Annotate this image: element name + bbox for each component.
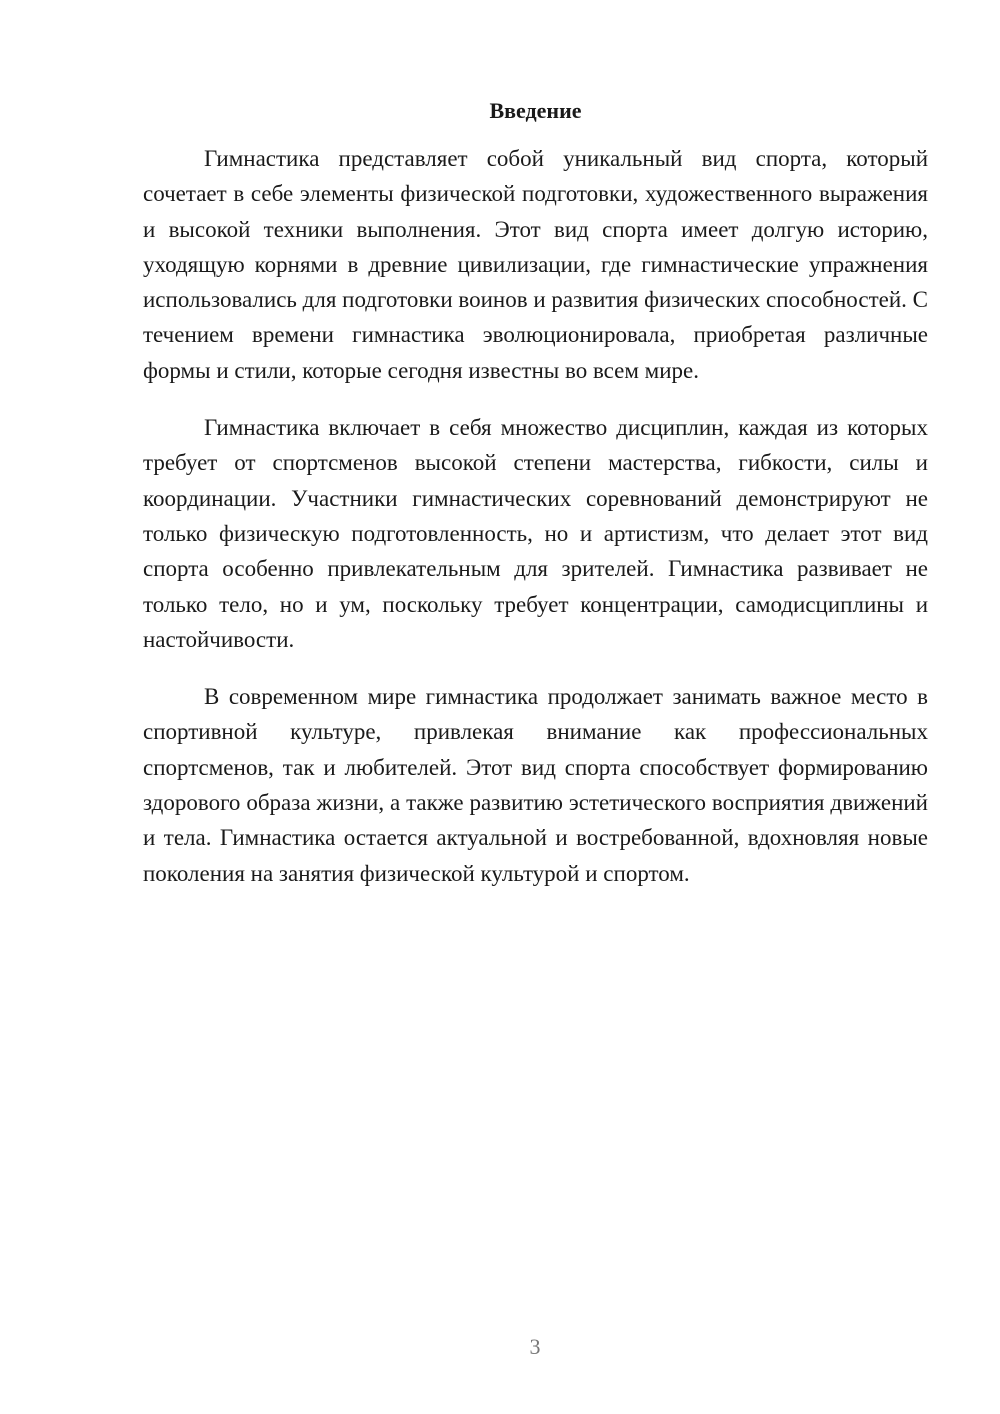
paragraph-2: Гимнастика включает в себя множество дисциплин, каждая из которых требует от спортсменов высокой степени мастерства, гибкости, силы и координации. Участники гимнастических соревнований демонстрируют не только физическую подготовленность, но и артистизм, что делает этот вид спорта особенно привлекательным для зрителей. Гимнастика развивает не только тело, но и ум, поскольку требует концентрации, самодисциплины и настойчивости. bbox=[143, 415, 928, 652]
paragraph-1: Гимнастика представляет собой уникальный вид спорта, который сочетает в себе элементы физической подготовки, художественного выражения и высокой техники выполнения. Этот вид спорта имеет долгую историю, уходящую корнями в древние цивилизации, где гимнастические упражнения использовались для подготовки воинов и развития физических способностей. С течением времени гимнастика эволюционировала, приобретая различные формы и стили, которые сегодня известны во всем мире. bbox=[143, 146, 928, 383]
page-number: 3 bbox=[529, 1334, 541, 1359]
section-title: Введение bbox=[489, 98, 582, 123]
paragraph-3: В современном мире гимнастика продолжает занимать важное место в спортивной культуре, привлекая внимание как профессиональных спортсменов, так и любителей. Этот вид спорта способствует формированию здорового образа жизни, а также развитию эстетического восприятия движений и тела. Гимнастика остается актуальной и востребованной, вдохновляя новые поколения на занятия физической культурой и спортом. bbox=[143, 684, 928, 886]
body-text bbox=[143, 141, 928, 913]
